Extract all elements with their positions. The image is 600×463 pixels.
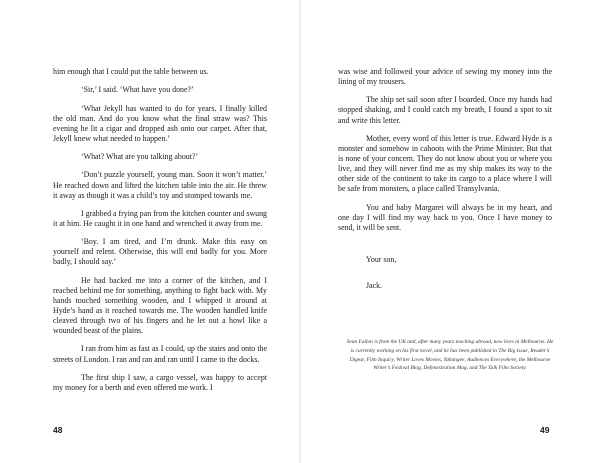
paragraph: The first ship I saw, a cargo vessel, was happy to accept my money for a berth and even offered me work. I (53, 372, 267, 392)
paragraph: was wise and followed your advice of sewing my money into the lining of my trousers. (338, 67, 552, 87)
paragraph: Mother, every word of this letter is true. Edward Hyde is a monster and somehow in cahoots with the Prime Minister. But that is none of your concern. They do not know about you or where you live, and they will never find me as my ship makes its way to the other side of the continent to take its cargo to a place where I will be safe from monsters, a place called Transylvania. (338, 133, 552, 194)
paragraph: ‘What Jekyll has wanted to do for years. I finally killed the old man. And do you know what the final straw was? This evening he lit a cigar and dropped ash onto our carpet. After that, Jekyll knew what needed to happen.’ (53, 103, 267, 143)
page-number: 48 (53, 425, 63, 435)
paragraph: He had backed me into a corner of the kitchen, and I reached behind me for something, anything to fight back with. My hands touched something wooden, and I whipped it around at Hyde’s hand as it reached towards me. The wooden handled knife cleaved through two of his fingers and he let out a howl like a wounded beast of the plains. (53, 275, 267, 336)
paragraph: You and baby Margaret will always be in my heart, and one day I will find my way back to you. Once I have money to send, it will be sent. (338, 202, 552, 232)
left-page-text (53, 67, 267, 401)
paragraph: ‘What? What are you talking about?’ (81, 152, 199, 162)
paragraph: ‘Sir,’ I said. ‘What have you done?’ (81, 85, 194, 95)
paragraph: ‘Don’t puzzle yourself, young man. Soon it won’t matter.’ He reached down and lifted the kitchen table into the air. He threw it away as though it was a child’s toy and stomped towards me. (53, 170, 267, 200)
letter-signature: Jack. (366, 280, 382, 290)
right-page (300, 0, 600, 463)
paragraph: I ran from him as fast as I could, up the stairs and onto the streets of London. I ran and ran and ran until I came to the docks. (53, 344, 267, 364)
paragraph: The ship set sail soon after I boarded. Once my hands had stopped shaking, and I could catch my breath, I found a spot to sit and write this letter. (338, 95, 552, 125)
right-page-text (338, 67, 552, 299)
page-number: 49 (540, 425, 550, 435)
author-bio: Sean Fallon is from the UK and, after many years teaching abroad, now lives in Melbourne. He is currently working on his first novel, and he has been published in The Big Issue, Reader’s Digest, Film Inquiry, Writer Loves Movies, Yabangee, Audiences Everywhere, the Melbourne Writer’s Festival Blog, Defenestration Mag, and The Talk Film Society. (346, 339, 554, 372)
paragraph: I grabbed a frying pan from the kitchen counter and swung it at him. He caught it in one hand and wrenched it away from me. (53, 208, 267, 228)
letter-closing: Your son, (366, 254, 397, 264)
paragraph: him enough that I could put the table between us. (53, 67, 209, 76)
paragraph: ‘Boy. I am tired, and I’m drunk. Make this easy on yourself and relent. Otherwise, this will end badly for you. More badly, I should say.’ (53, 237, 267, 267)
